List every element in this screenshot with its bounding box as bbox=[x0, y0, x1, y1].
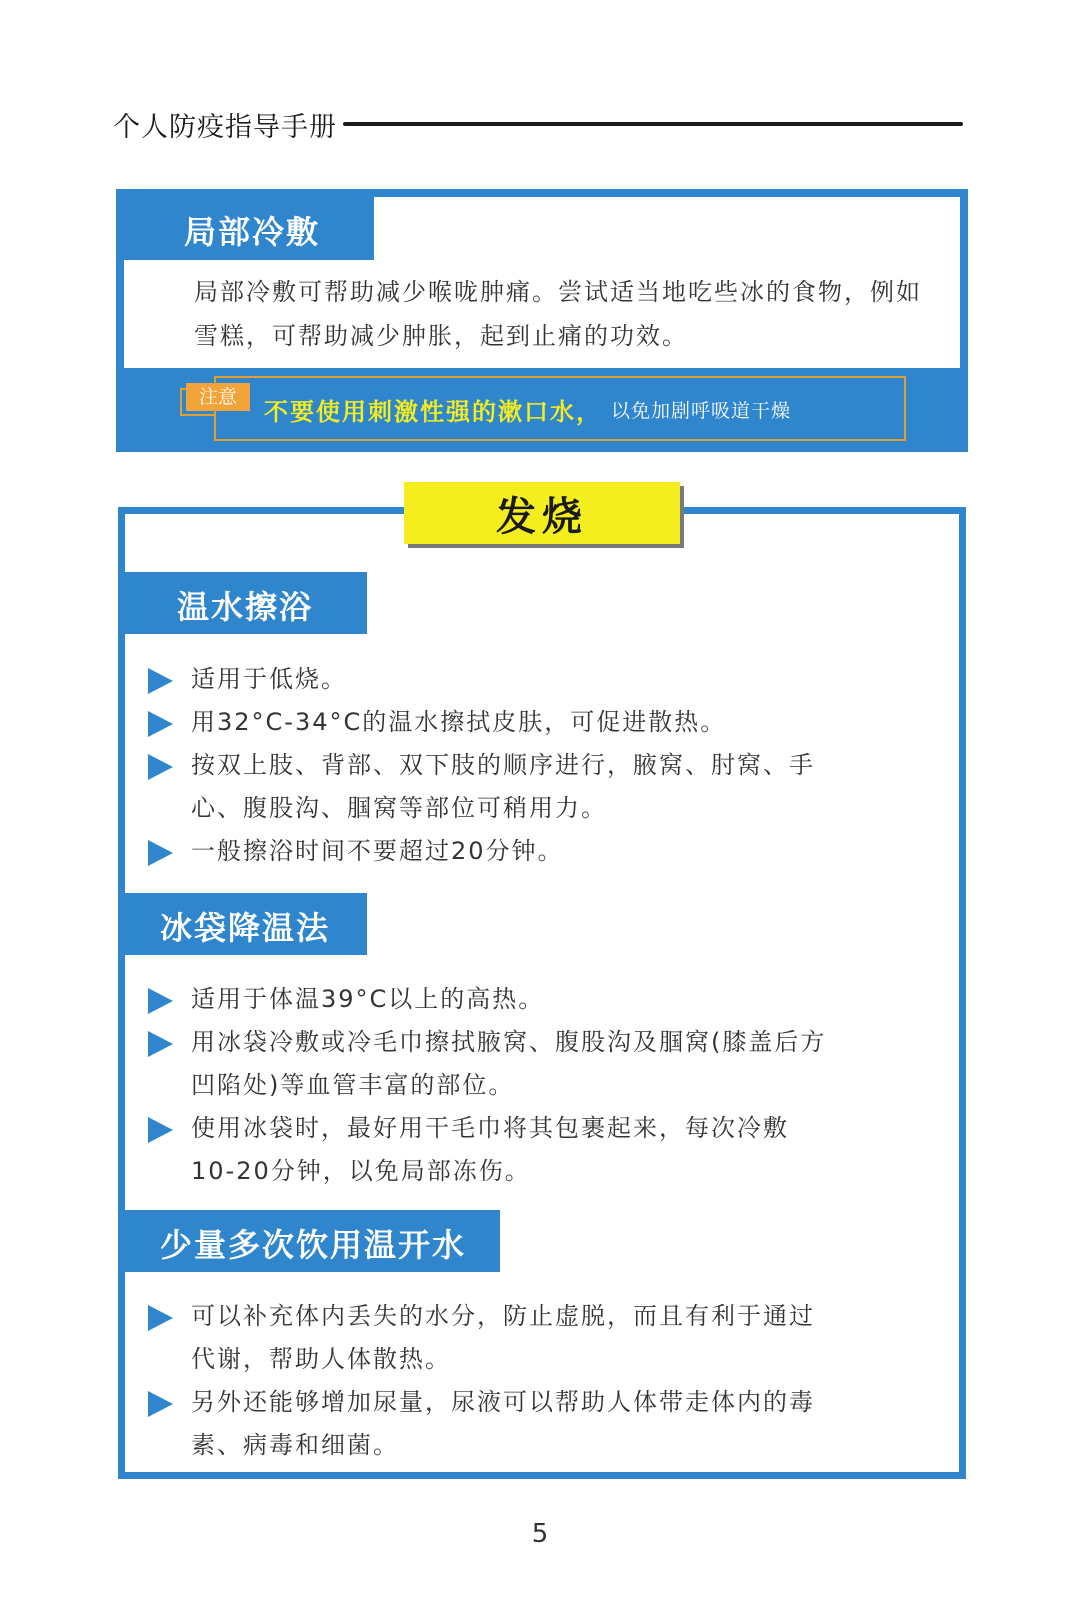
fever-title: 发烧 bbox=[496, 493, 588, 540]
bullet-triangle-icon bbox=[148, 840, 173, 866]
note-sub-text: 以免加剧呼吸道干燥 bbox=[611, 400, 792, 422]
list-item-text: 用32°C-34°C的温水擦拭皮肤，可促进散热。 bbox=[191, 708, 727, 736]
list-item-text: 使用冰袋时，最好用干毛巾将其包裹起来，每次冷敷10-20分钟，以免局部冻伤。 bbox=[191, 1114, 789, 1185]
warm-water-title: 少量多次饮用温开水 bbox=[160, 1226, 467, 1264]
note-tag: 注意 bbox=[186, 383, 250, 411]
bullet-triangle-icon bbox=[148, 1031, 173, 1057]
cold-compress-section bbox=[116, 189, 968, 452]
ice-bag-tab bbox=[125, 893, 367, 955]
page-number: 5 bbox=[531, 1519, 549, 1549]
fever-banner bbox=[404, 482, 680, 544]
cold-compress-content bbox=[124, 197, 960, 368]
list-item-text: 按双上肢、背部、双下肢的顺序进行，腋窝、肘窝、手心、腹股沟、腘窝等部位可稍用力。 bbox=[191, 751, 815, 822]
list-item-text: 适用于体温39°C以上的高热。 bbox=[191, 985, 545, 1013]
header-rule bbox=[343, 122, 963, 126]
warm-bath-tab bbox=[125, 572, 367, 634]
list-item-text: 一般擦浴时间不要超过20分钟。 bbox=[191, 837, 564, 865]
ice-bag-title: 冰袋降温法 bbox=[160, 909, 331, 947]
bullet-triangle-icon bbox=[148, 1117, 173, 1143]
list-item-text: 适用于低烧。 bbox=[191, 665, 347, 693]
bullet-triangle-icon bbox=[148, 1391, 173, 1417]
page-header bbox=[113, 104, 963, 144]
cold-compress-title: 局部冷敷 bbox=[184, 213, 321, 251]
handbook-title: 个人防疫指导手册 bbox=[113, 111, 337, 143]
bullet-triangle-icon bbox=[148, 754, 173, 780]
bullet-triangle-icon bbox=[148, 668, 173, 694]
list-item-text: 用冰袋冷敷或冷毛巾擦拭腋窝、腹股沟及腘窝(膝盖后方凹陷处)等血管丰富的部位。 bbox=[191, 1028, 827, 1099]
warm-bath-title: 温水擦浴 bbox=[177, 588, 314, 626]
list-item-text: 可以补充体内丢失的水分，防止虚脱，而且有利于通过代谢，帮助人体散热。 bbox=[191, 1302, 815, 1373]
bullet-triangle-icon bbox=[148, 711, 173, 737]
bullet-triangle-icon bbox=[148, 1305, 173, 1331]
cold-compress-text: 局部冷敷可帮助减少喉咙肿痛。尝试适当地吃些冰的食物，例如雪糕，可帮助减少肿胀，起到止痛的功效。 bbox=[194, 278, 922, 350]
warm-water-tab bbox=[125, 1210, 500, 1272]
list-item-text: 另外还能够增加尿量，尿液可以帮助人体带走体内的毒素、病毒和细菌。 bbox=[191, 1388, 815, 1459]
cold-compress-tab bbox=[124, 197, 374, 260]
note-main-text: 不要使用刺激性强的漱口水， bbox=[264, 398, 602, 426]
bullet-triangle-icon bbox=[148, 988, 173, 1014]
